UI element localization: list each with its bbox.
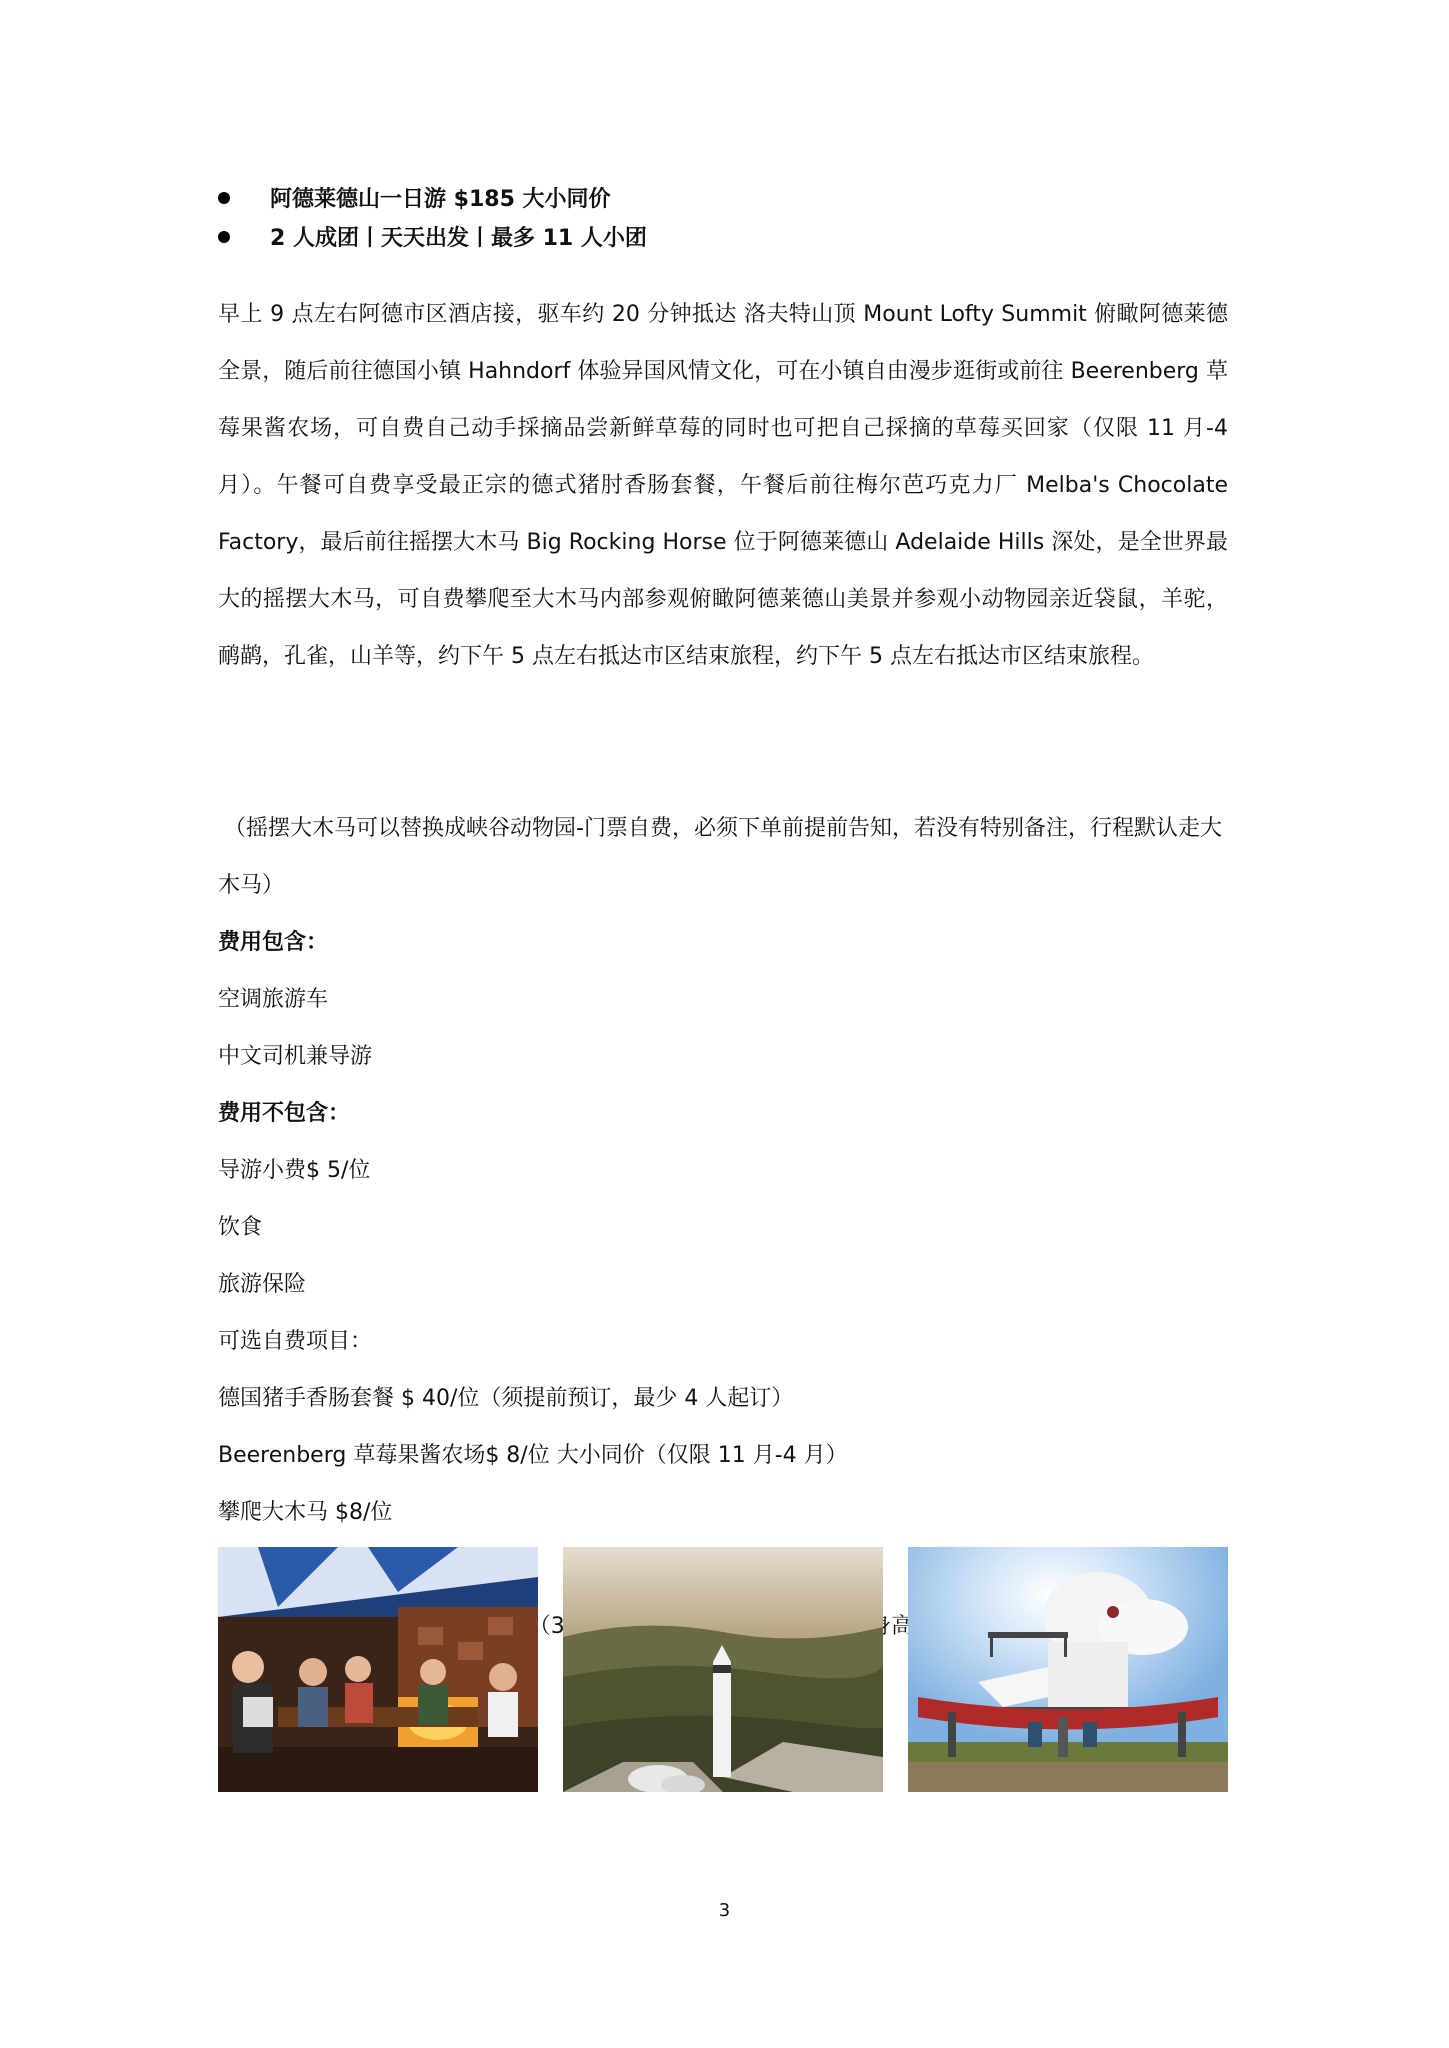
pricing-lists — [218, 800, 1228, 1655]
mount-lofty-photo — [563, 1547, 883, 1792]
excluded-item: 旅游保险 — [218, 1272, 307, 1297]
excluded-item: 饮食 — [218, 1215, 263, 1240]
itinerary-description: 早上 9 点左右阿德市区酒店接，驱车约 20 分钟抵达 洛夫特山顶 Mount Lofty Summit 俯瞰阿德莱德全景，随后前往德国小镇 Hahndorf 体验异国风情文化，可在小镇自由漫步逛街或前往 Beerenberg 草莓果酱农场，可自费自己动手採摘品尝新鲜草莓的同时也可把自己採摘的草莓买回家（仅限 11 月-4 月）。午餐可自费享受最正宗的德式猪肘香肠套餐，午餐后前往梅尔芭巧克力厂 Melba's Chocolate Factory，最后前往摇摆大木马 Big Rocking Horse 位于阿德莱德山 Adelaide Hills 深处，是全世界最大的摇摆大木马，可自费攀爬至大木马内部参观俯瞰阿德莱德山美景并参观小动物园亲近袋鼠，羊驼，鸸鹋，孔雀，山羊等，约下午 5 点左右抵达市区结束旅程，约下午 5 点左右抵达市区结束旅程。 — [218, 302, 1228, 669]
page-number: 3 — [718, 1900, 731, 1921]
optional-item: Beerenberg 草莓果酱农场$ 8/位 大小同价（仅限 11 月-4 月） — [218, 1443, 848, 1468]
bullet-item — [218, 217, 1228, 256]
optional-heading: 可选自费项目： — [218, 1329, 373, 1354]
included-heading: 费用包含： — [218, 930, 329, 955]
optional-item: 攀爬大木马 $8/位 — [218, 1500, 393, 1525]
photo-strip — [218, 1547, 1228, 1792]
included-item: 中文司机兼导游 — [218, 1044, 373, 1069]
itinerary-block — [218, 286, 1228, 685]
bullet-list — [218, 178, 1228, 256]
bullet-dot-icon — [218, 231, 230, 243]
optional-item: 德国猪手香肠套餐 $ 40/位（须提前预订，最少 4 人起订） — [218, 1386, 794, 1411]
bullet-text: 2 人成团丨天天出发丨最多 11 人小团 — [270, 226, 647, 251]
itinerary-note: （摇摆大木马可以替换成峡谷动物园-门票自费，必须下单前提前告知，若没有特别备注，行程默认走大木马） — [218, 816, 1222, 898]
bullet-dot-icon — [218, 192, 230, 204]
included-item: 空调旅游车 — [218, 987, 329, 1012]
excluded-heading: 费用不包含： — [218, 1101, 351, 1126]
rocking-horse-photo — [908, 1547, 1228, 1792]
bullet-item — [218, 178, 1228, 217]
excluded-item: 导游小费$ 5/位 — [218, 1158, 371, 1183]
bullet-text: 阿德莱德山一日游 $185 大小同价 — [270, 187, 611, 212]
tavern-photo — [218, 1547, 538, 1792]
